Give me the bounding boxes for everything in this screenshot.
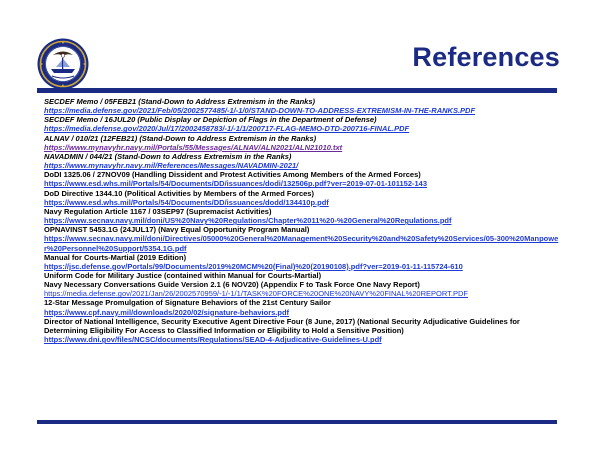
reference-link[interactable]: https://www.cpf.navy.mil/downloads/2020/02/signature-behaviors.pdf [44,307,290,317]
reference-label: Uniform Code for Military Justice (contained within Manual for Courts-Martial) [44,270,322,280]
reference-label: SECDEF Memo / 16JUL20 (Public Display or Depiction of Flags in the Department of Defense) [44,115,377,125]
references-list [44,97,564,344]
reference-link[interactable]: https://media.defense.gov/2021/Feb/05/2002577485/-1/-1/0/STAND-DOWN-TO-ADDRESS-EXTREMISM-IN-THE-RANKS.PDF [44,106,476,116]
reference-label: Manual for Courts-Martial (2019 Edition) [44,252,187,262]
reference-link[interactable]: https://media.defense.gov/2021/Jan/26/2002570959/-1/-1/1/TASK%20FORCE%20ONE%20NAVY%20FINAL%20REPORT.PDF [44,289,468,299]
reference-label: Navy Necessary Conversations Guide Version 2.1 (6 NOV20) (Appendix F to Task Force One Navy Report) [44,280,420,290]
reference-label: SECDEF Memo / 05FEB21 (Stand-Down to Address Extremism in the Ranks) [44,97,316,106]
header-divider [37,88,557,93]
reference-label: 12-Star Message Promulgation of Signature Behaviors of the 21st Century Sailor [44,298,331,308]
reference-label: DoDI 1325.06 / 27NOV09 (Handling Dissident and Protest Activities Among Members of the Armed Forces) [44,170,421,180]
reference-label: DoD Directive 1344.10 (Political Activities by Members of the Armed Forces) [44,188,314,198]
reference-link[interactable]: https://www.mynavyhr.navy.mil/References/Messages/NAVADMIN-2021/ [44,161,299,171]
reference-link[interactable]: https://www.secnav.navy.mil/doni/US%20Navy%20Regulations/Chapter%2011%20-%20General%20Regulations.pdf [44,216,452,226]
footer-divider [37,420,557,424]
reference-label: OPNAVINST 5453.1G (24JUL17) (Navy Equal Opportunity Program Manual) [44,225,310,235]
reference-link[interactable]: https://www.esd.whs.mil/Portals/54/Documents/DD/issuances/dodi/132506p.pdf?ver=2019-07-01-101152-143 [44,179,428,189]
reference-link[interactable]: https://jsc.defense.gov/Portals/99/Documents/2019%20MCM%20(Final)%20(20190108).pdf?ver=2019-01-11-115724-610 [44,261,463,271]
reference-link[interactable]: https://www.mynavyhr.navy.mil/Portals/55/Messages/ALNAV/ALN2021/ALN21010.txt [44,142,343,152]
navy-seal-icon [37,38,89,90]
reference-label: NAVADMIN / 044/21 (Stand-Down to Address Extremism in the Ranks) [44,151,292,161]
reference-link[interactable]: https://www.esd.whs.mil/Portals/54/Documents/DD/issuances/dodd/134410p.pdf [44,197,329,207]
slide-title: References [412,42,560,72]
reference-link[interactable]: https://www.dni.gov/files/NCSC/documents/Regulations/SEAD-4-Adjudicative-Guidelines-U.pdf [44,335,382,345]
reference-label: Director of National Intelligence, Security Executive Agent Directive Four (8 June, 2017) (National Security Adjudicative Guidelines for Determining Eligibility For Access to Classified Information or Eligibility to Hold a Sensitive Position) [44,316,520,335]
reference-link[interactable]: https://media.defense.gov/2020/Jul/17/2002458783/-1/-1/1/200717-FLAG-MEMO-DTD-200716-FINAL.PDF [44,124,410,134]
reference-label: ALNAV / 010/21 (12FEB21) (Stand-Down to Address Extremism in the Ranks) [44,133,317,143]
reference-label: Navy Regulation Article 1167 / 03SEP97 (Supremacist Activities) [44,206,272,216]
reference-link[interactable]: https://www.secnav.navy.mil/doni/Directives/05000%20General%20Management%20Security%20and%20Safety%20Services/05-300%20Manpower%20Personnel%20Support/5354.1G.pdf [44,234,559,253]
